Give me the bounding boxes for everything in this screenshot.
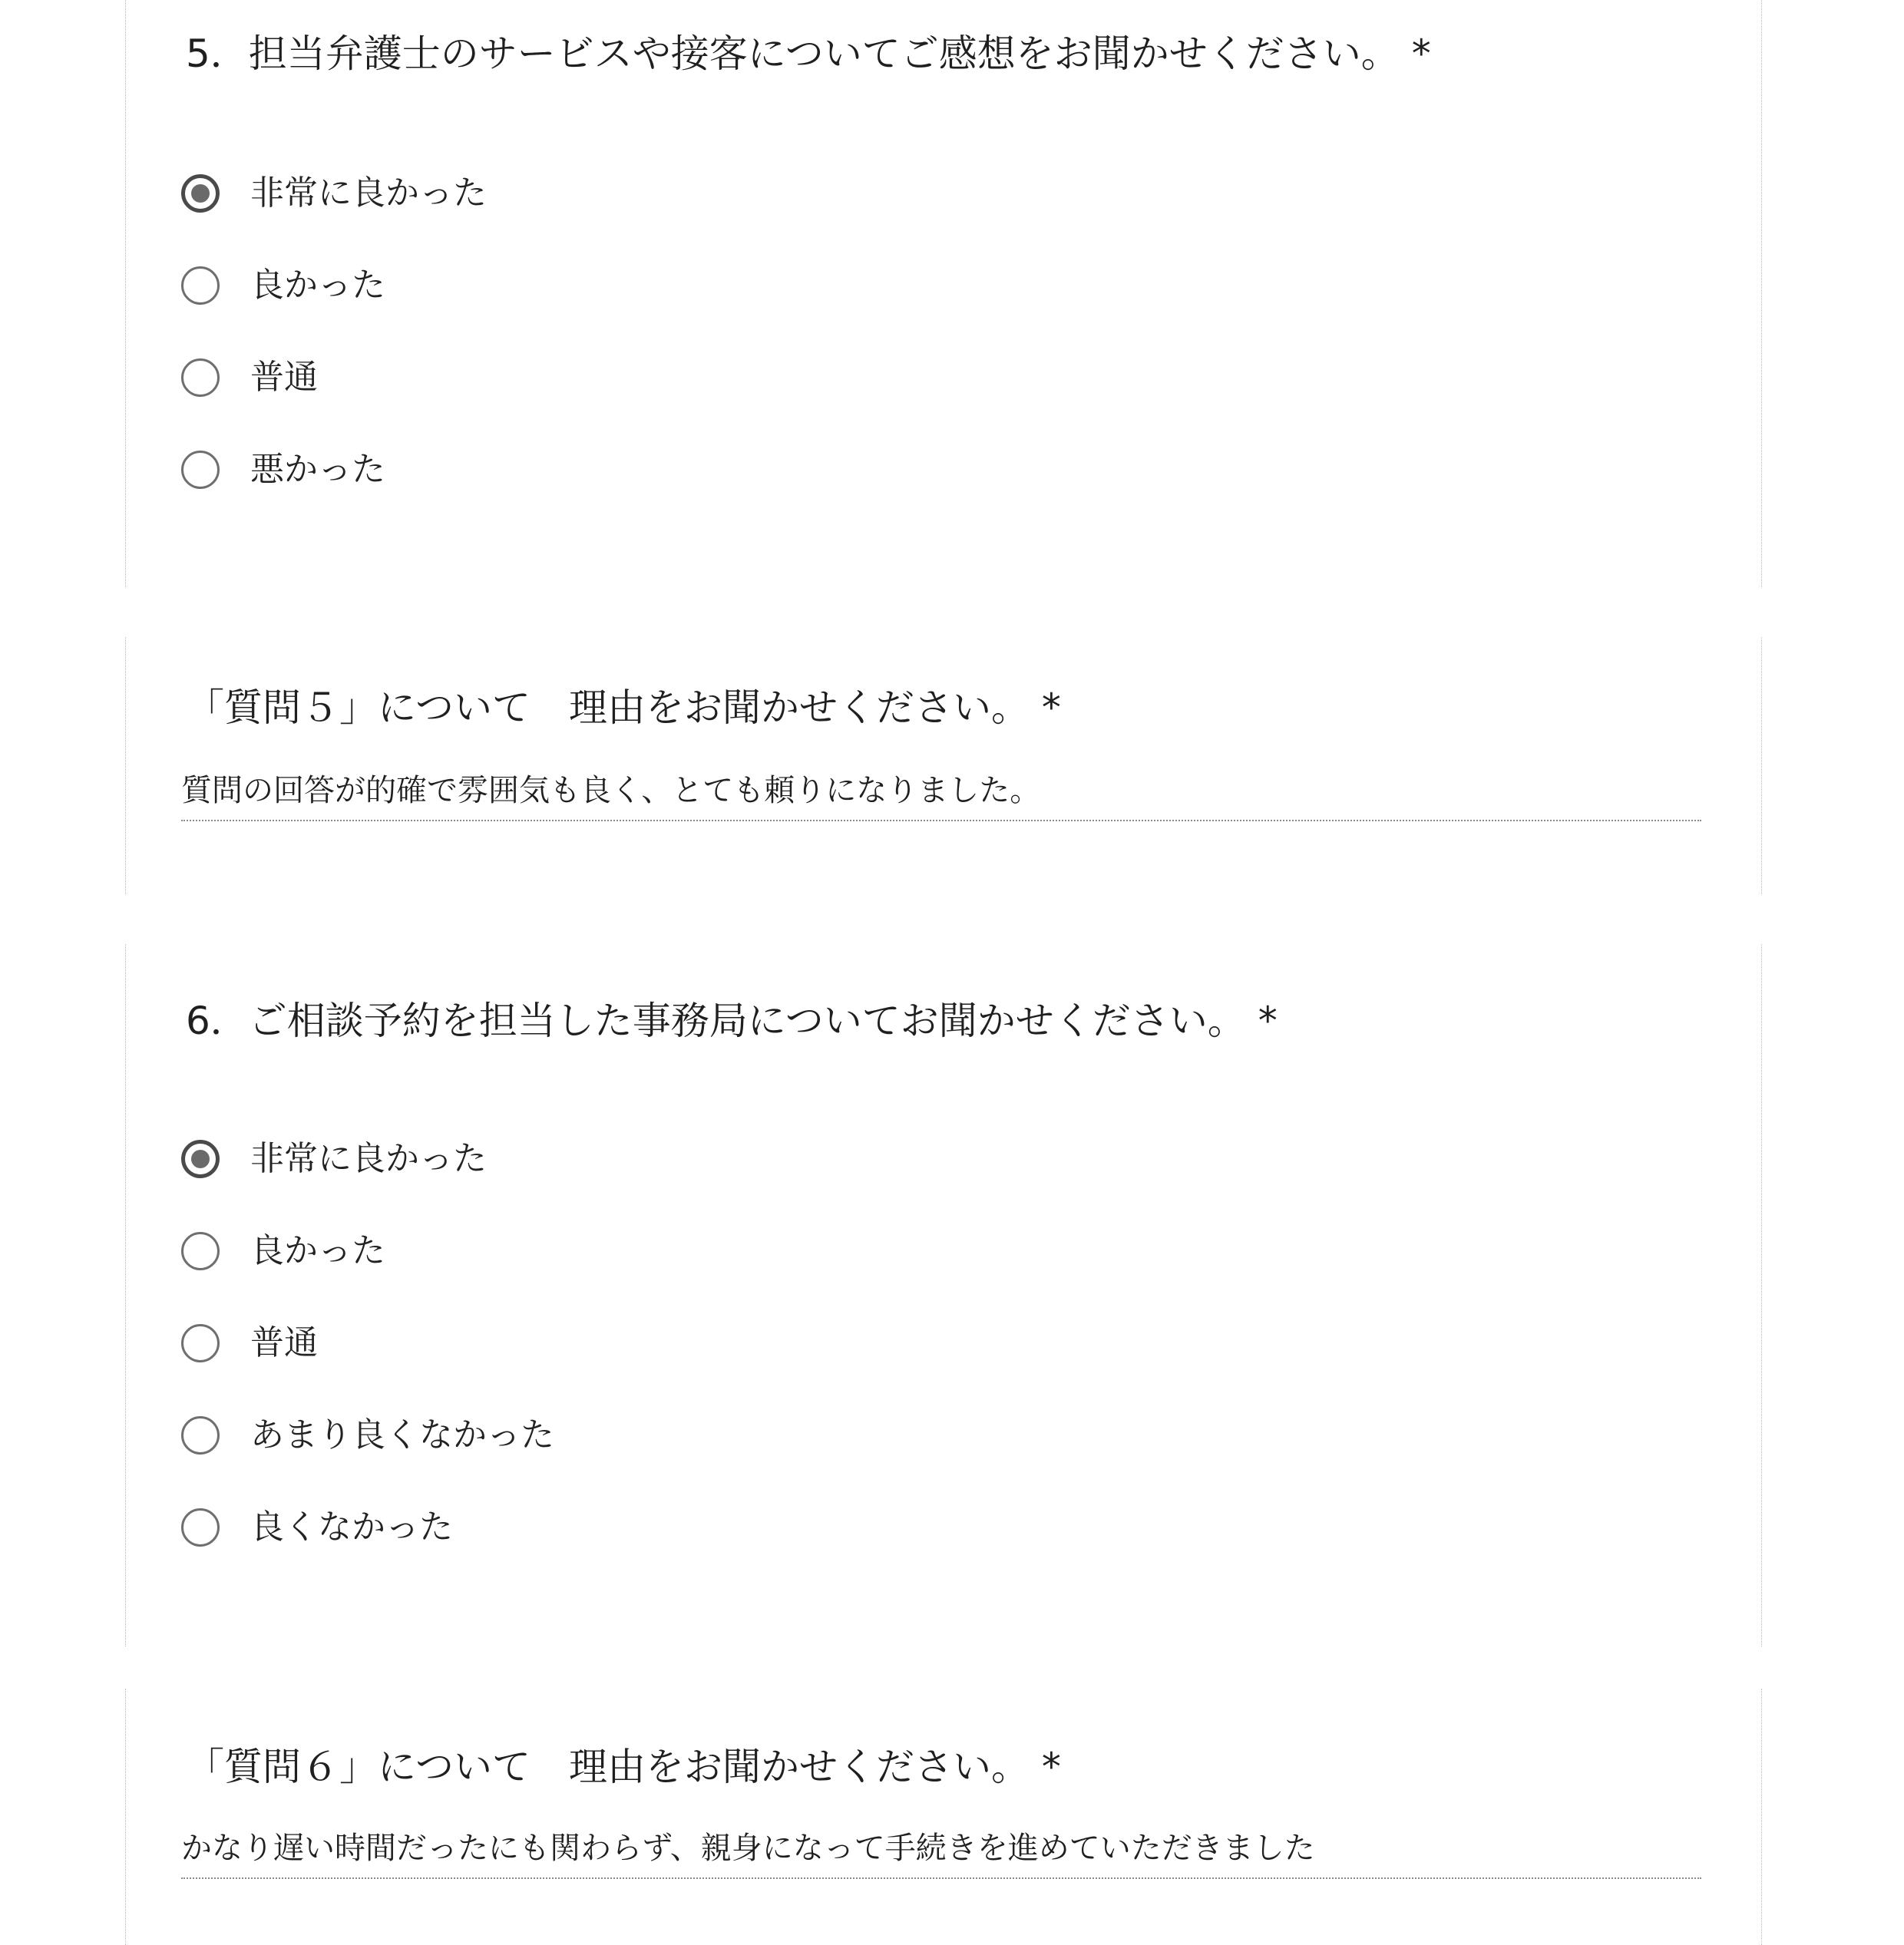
question-6-option-4[interactable] <box>181 1389 554 1481</box>
option-label: 良かった <box>250 1231 385 1270</box>
question-5-reason-card <box>125 637 1762 894</box>
question-6-option-2[interactable] <box>181 1205 554 1297</box>
question-5-card <box>125 0 1762 587</box>
option-label: 普通 <box>250 358 318 397</box>
option-label: 良かった <box>250 266 385 305</box>
radio-checked-icon[interactable] <box>181 1140 220 1178</box>
radio-unchecked-icon[interactable] <box>181 451 220 489</box>
question-6-reason-card <box>125 1689 1762 1945</box>
radio-unchecked-icon[interactable] <box>181 358 220 397</box>
option-label: 良くなかった <box>250 1507 453 1547</box>
radio-unchecked-icon[interactable] <box>181 1416 220 1455</box>
radio-unchecked-icon[interactable] <box>181 1508 220 1547</box>
radio-unchecked-icon[interactable] <box>181 266 220 305</box>
radio-checked-icon[interactable] <box>181 174 220 213</box>
question-6-option-1[interactable] <box>181 1113 554 1205</box>
question-5-option-4[interactable] <box>181 424 487 516</box>
question-6-title: 6．ご相談予約を担当した事務局についてお聞かせください。 * <box>186 999 1278 1043</box>
option-label: あまり良くなかった <box>250 1415 554 1455</box>
question-5-option-1[interactable] <box>181 147 487 239</box>
question-6-reason-title: 「質問６」について 理由をお聞かせください。 * <box>186 1745 1061 1789</box>
question-5-option-2[interactable] <box>181 239 487 332</box>
option-label: 非常に良かった <box>250 1139 487 1178</box>
option-label: 悪かった <box>250 450 385 489</box>
option-label: 普通 <box>250 1323 318 1362</box>
question-6-card <box>125 944 1762 1646</box>
question-6-option-5[interactable] <box>181 1481 554 1574</box>
question-6-options <box>181 1113 554 1574</box>
question-6-option-3[interactable] <box>181 1297 554 1389</box>
question-5-reason-answer[interactable]: 質問の回答が的確で雰囲気も良く、とても頼りになりました。 <box>181 769 1701 821</box>
question-5-title: 5．担当弁護士のサービスや接客についてご感想をお聞かせください。 * <box>186 31 1431 76</box>
question-5-reason-title: 「質問５」について 理由をお聞かせください。 * <box>186 685 1061 730</box>
question-5-options <box>181 147 487 516</box>
option-label: 非常に良かった <box>250 173 487 213</box>
radio-unchecked-icon[interactable] <box>181 1324 220 1362</box>
question-6-reason-answer[interactable]: かなり遅い時間だったにも関わらず、親身になって手続きを進めていただきました <box>181 1827 1701 1879</box>
radio-unchecked-icon[interactable] <box>181 1232 220 1270</box>
question-5-option-3[interactable] <box>181 332 487 424</box>
